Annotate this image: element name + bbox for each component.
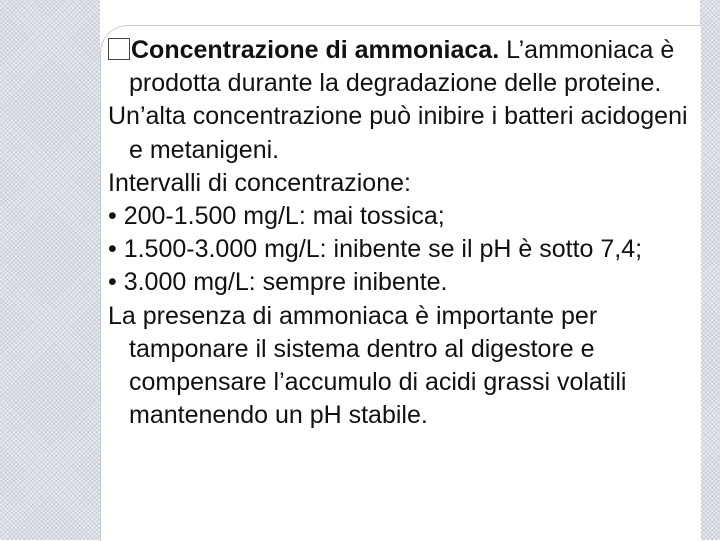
heading-paragraph xyxy=(108,34,698,100)
slide-content xyxy=(108,34,698,432)
bullet-item-3: • 3.000 mg/L: sempre inibente. xyxy=(108,268,448,297)
intro-text: L’ammoniaca è prodotta durante la degradazione delle proteine. xyxy=(129,36,675,98)
body-paragraph-2: Intervalli di concentrazione: xyxy=(108,168,411,197)
body-paragraph-3: La presenza di ammoniaca è importante per tamponare il sistema dentro al digestore e compensare l’accumulo di acidi grassi volatili mantenendo un pH stabile. xyxy=(108,301,627,430)
slide-heading: Concentrazione di ammoniaca. xyxy=(131,36,500,64)
bullet-item-1: • 200-1.500 mg/L: mai tossica; xyxy=(108,202,445,231)
left-decorative-band xyxy=(0,0,100,540)
missing-glyph-icon xyxy=(108,38,130,60)
bullet-item-2: • 1.500-3.000 mg/L: inibente se il pH è sotto 7,4; xyxy=(108,235,643,264)
right-decorative-band xyxy=(700,0,720,540)
body-paragraph-1: Un’alta concentrazione può inibire i batteri acidogeni e metanigeni. xyxy=(108,102,688,164)
